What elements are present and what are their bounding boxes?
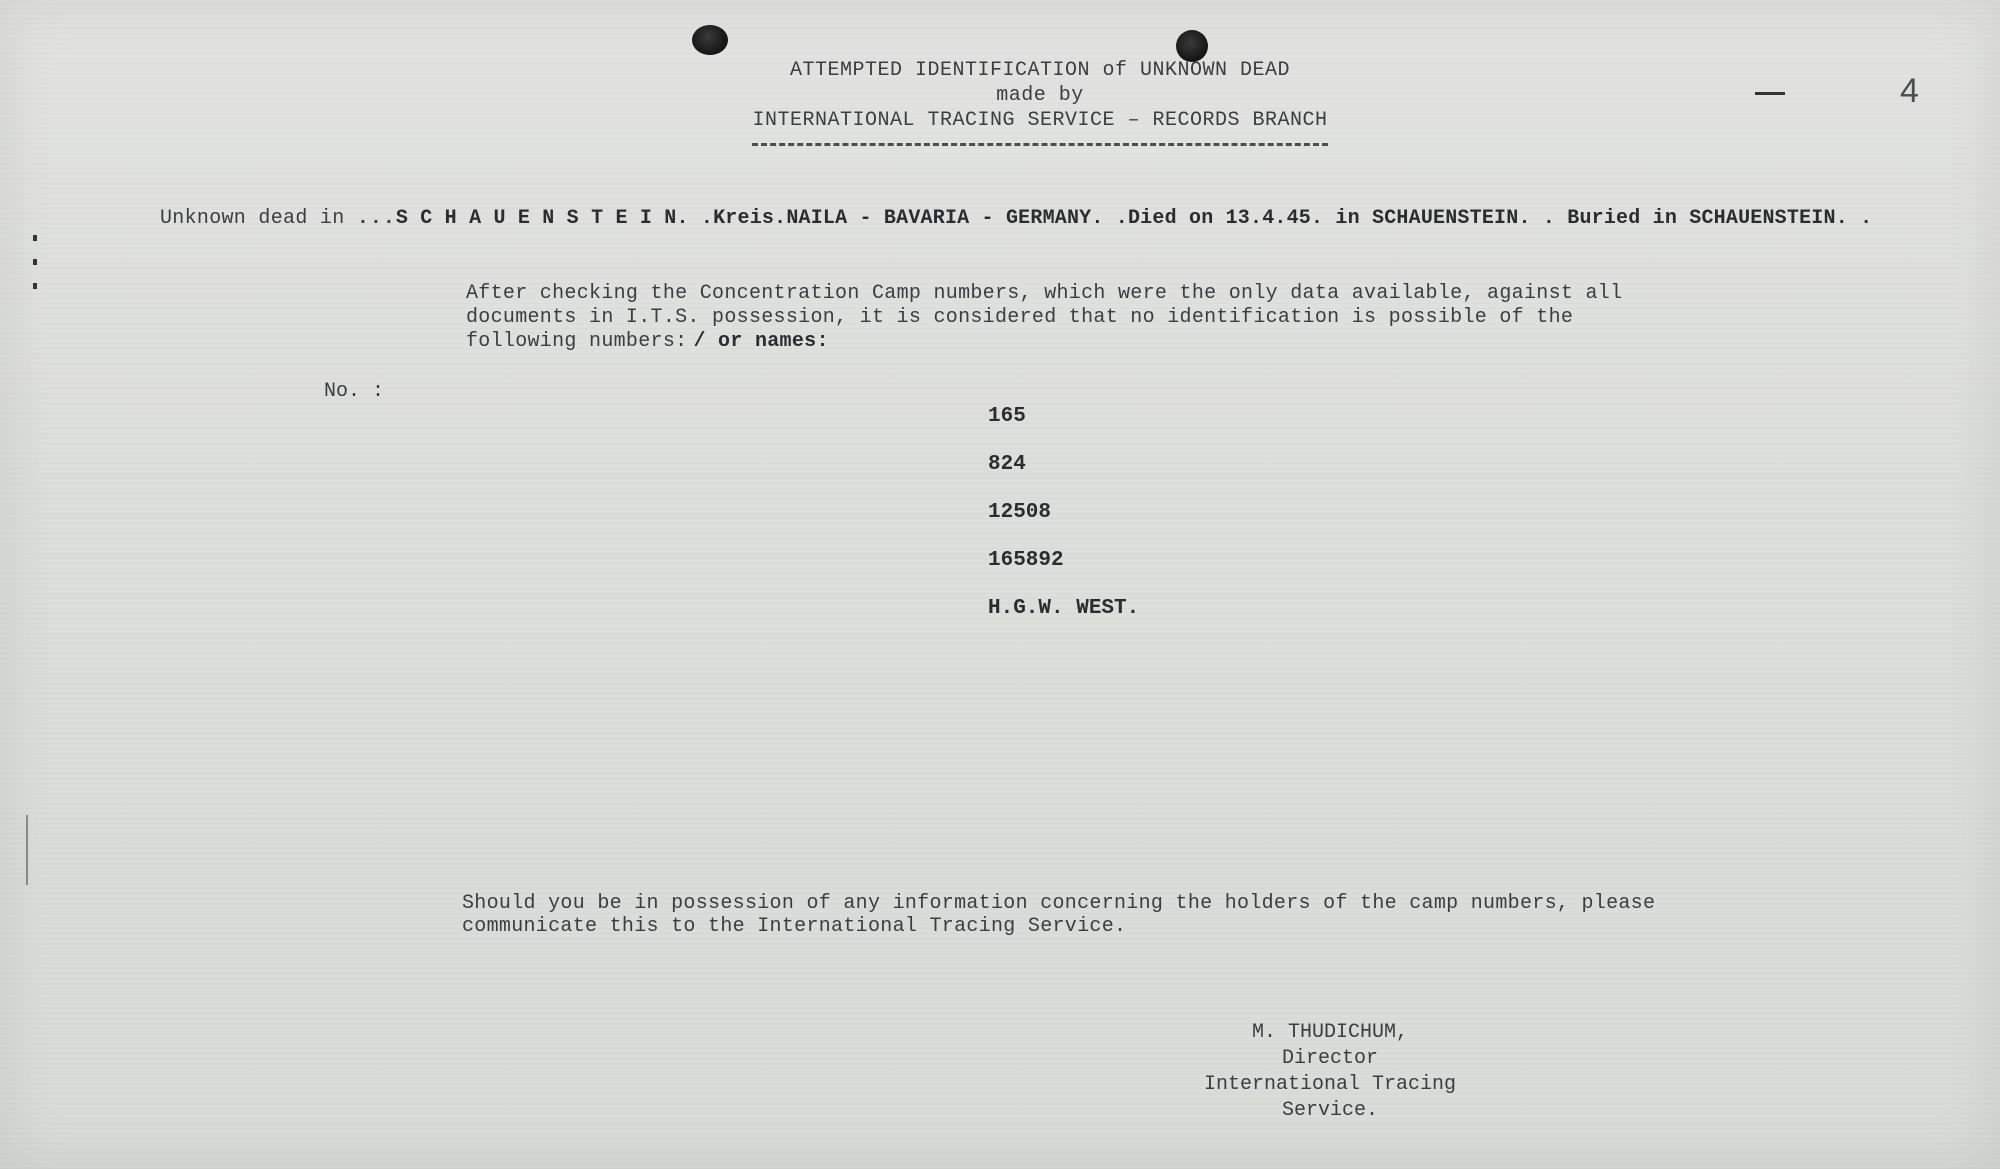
margin-mark xyxy=(33,235,37,241)
header-title: ATTEMPTED IDENTIFICATION of UNKNOWN DEAD xyxy=(789,59,1291,82)
numbers-list xyxy=(988,393,1139,633)
list-item: 824 xyxy=(988,453,1026,476)
document-header xyxy=(600,58,1480,146)
margin-mark xyxy=(33,259,37,265)
header-subtitle: made by xyxy=(996,84,1084,107)
findings-text: After checking the Concentration Camp numbers, which were the only data available, against all documents in I.T.S. possession, it is considered that no identification is possible of the following numbers: xyxy=(466,282,1623,353)
signature-name: M. THUDICHUM, xyxy=(1251,1021,1409,1044)
subject-details: S C H A U E N S T E I N. .Kreis.NAILA - BAVARIA - GERMANY. .Died on 13.4.45. in SCHAUENSTEIN. . Buried in SCHAUENSTEIN. . xyxy=(395,207,1873,230)
list-item: 165892 xyxy=(988,549,1064,572)
subject-leader: ... xyxy=(356,207,396,230)
margin-mark xyxy=(33,283,37,289)
subject-prefix: Unknown dead in xyxy=(160,207,345,230)
margin-marks xyxy=(33,235,37,305)
margin-marks xyxy=(26,815,31,885)
stamp-mark xyxy=(1755,92,1785,95)
footer-note: Should you be in possession of any information concerning the holders of the camp numbers, please communicate this to the International Tracing Service. xyxy=(462,892,1656,938)
header-organization: INTERNATIONAL TRACING SERVICE – RECORDS BRANCH xyxy=(752,108,1327,146)
signature-title: Director xyxy=(1281,1047,1378,1070)
subject-line xyxy=(160,207,1872,230)
numbers-label: No. : xyxy=(324,380,385,403)
findings-addon: / or names: xyxy=(693,330,829,353)
signature-block xyxy=(1160,1020,1500,1124)
page-number: 4 xyxy=(1900,72,1919,110)
signature-organization: International Tracing Service. xyxy=(1203,1073,1457,1122)
list-item: H.G.W. WEST. xyxy=(988,597,1140,620)
findings-paragraph xyxy=(466,282,1696,354)
list-item: 12508 xyxy=(988,501,1052,524)
list-item: 165 xyxy=(988,405,1026,428)
punch-hole xyxy=(692,25,728,55)
